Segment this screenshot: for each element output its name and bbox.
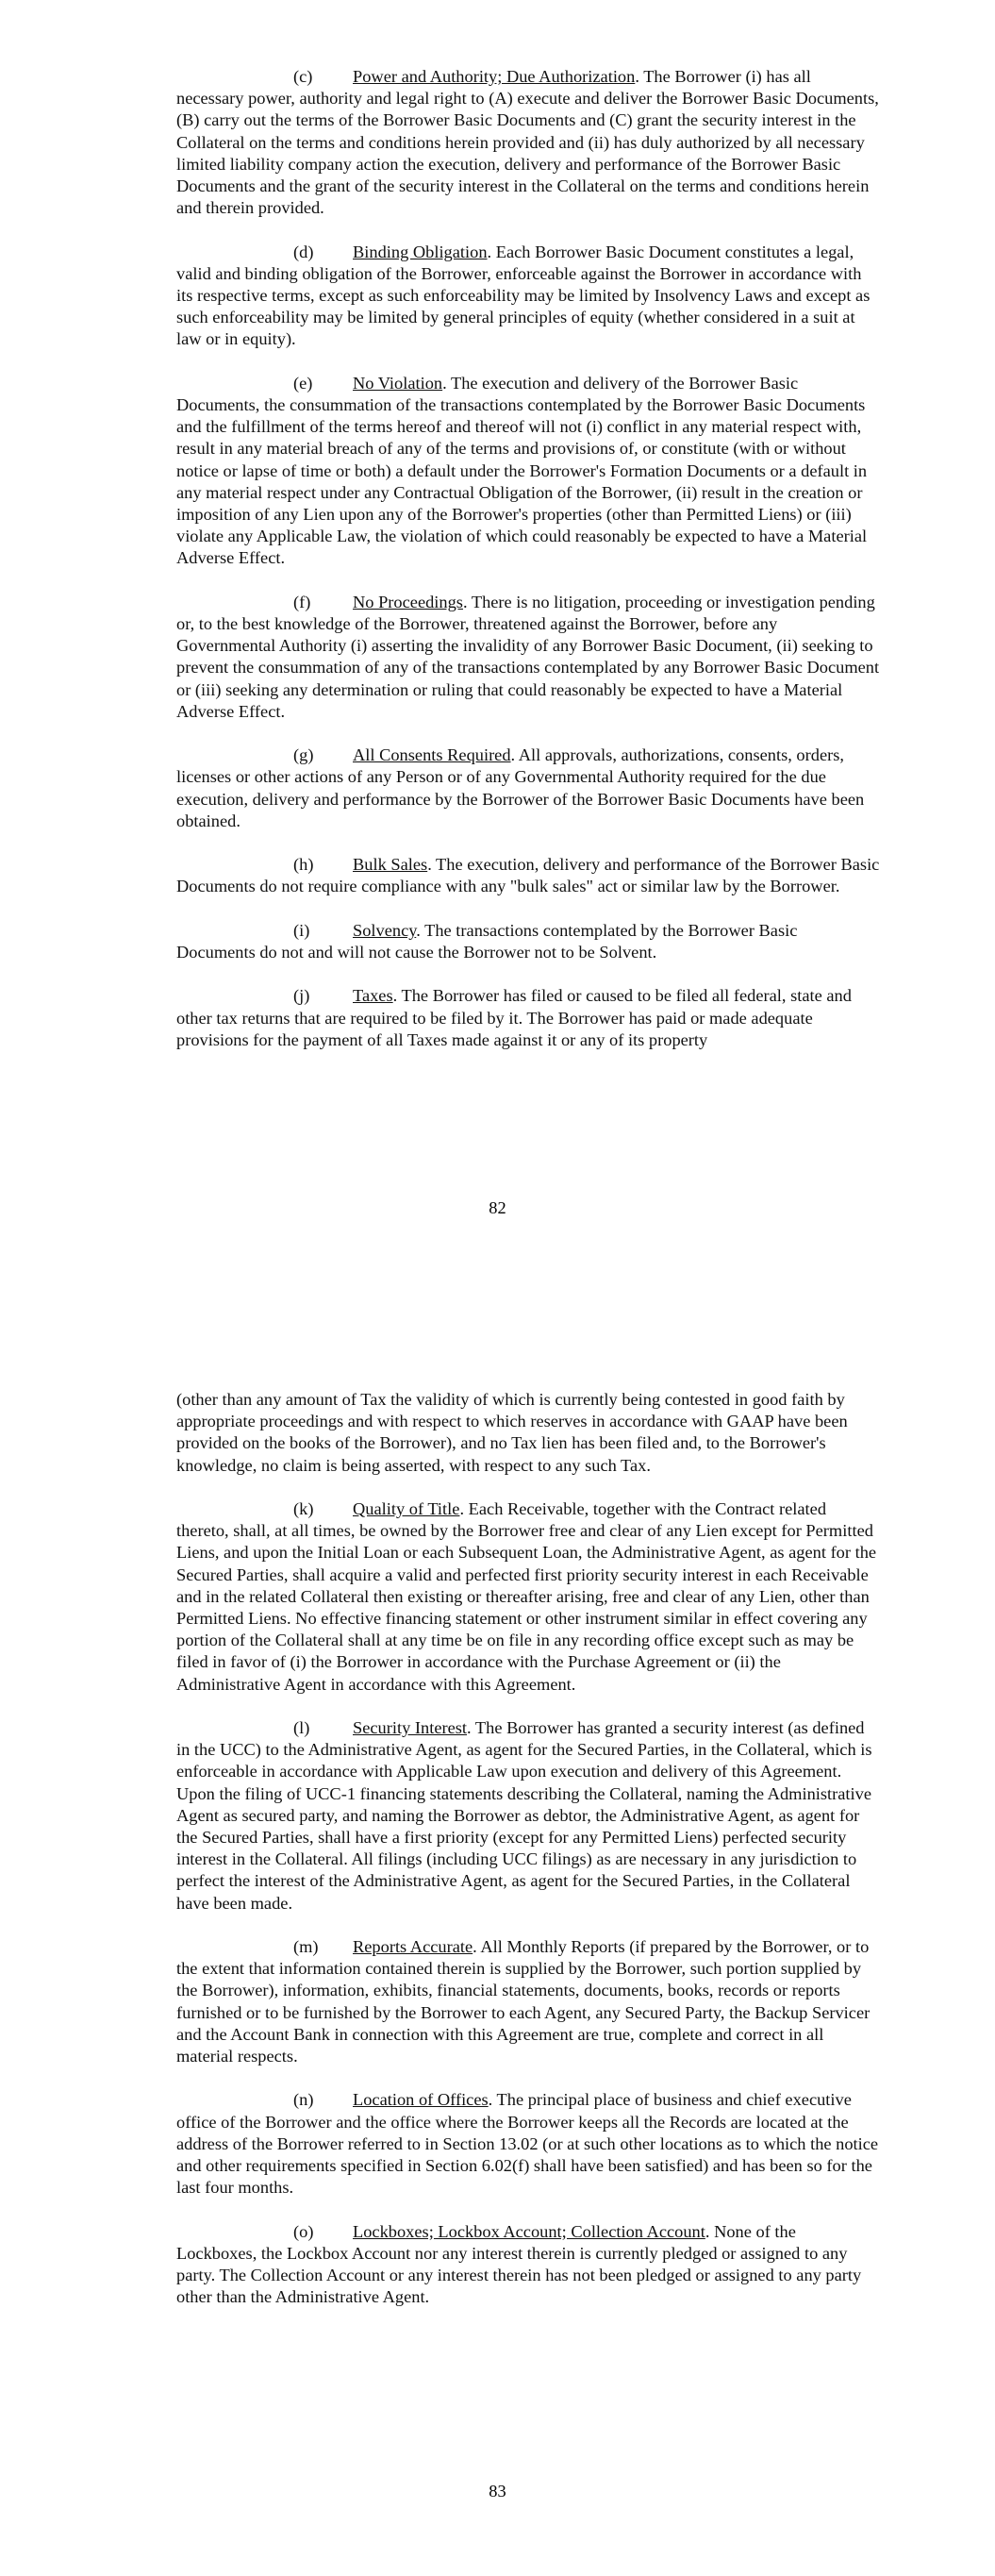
section-label: (m): [293, 1937, 319, 1957]
section-n: [176, 2089, 880, 2199]
section-title: Security Interest: [353, 1718, 468, 1738]
section-j: [176, 985, 880, 1051]
section-text: . The Borrower has granted a security interest (as defined in the UCC) to the Administrative Agent, as agent for the Secured Parties, in the Collateral, which is enforceable in accordance with Applicable Law upon execution and delivery of this Agreement. Upon the filing of UCC-1 financing statements describing the Collateral, naming the Administrative Agent as secured party, and naming the Borrower as debtor, the Administrative Agent, as agent for the Secured Parties, shall have a first priority (except for any Permitted Liens) perfected security interest in the Collateral. All filings (including UCC filings) as are necessary in any jurisdiction to perfect the interest of the Administrative Agent, as agent for the Secured Parties, in the Collateral have been made.: [176, 1718, 872, 1913]
section-g: [176, 744, 880, 832]
section-title: Power and Authority; Due Authorization: [353, 67, 636, 86]
page-82-body: [176, 66, 880, 1073]
section-title: Binding Obligation: [353, 242, 488, 261]
section-label: (l): [293, 1718, 310, 1738]
section-title: Location of Offices: [353, 2090, 489, 2110]
section-title: Bulk Sales: [353, 855, 428, 875]
section-title: All Consents Required: [353, 745, 511, 765]
section-title: Quality of Title: [353, 1499, 460, 1518]
page-number: 82: [489, 1198, 506, 1217]
section-f: [176, 592, 880, 723]
section-label: (i): [293, 920, 310, 940]
section-title: Reports Accurate: [353, 1937, 473, 1957]
section-label: (f): [293, 592, 311, 611]
section-title: No Violation: [353, 373, 443, 393]
section-title: Solvency: [353, 920, 417, 940]
section-text: . The principal place of business and chief executive office of the Borrower and the office where the Borrower keeps all the Records are located at the address of the Borrower referred to in Section 13.02 (or at such other locations as to which the notice and other requirements specified in Section 6.02(f) shall have been satisfied) and has been so for the last four months.: [176, 2090, 879, 2198]
section-text: . Each Borrower Basic Document constitutes a legal, valid and binding obligation of the Borrower, enforceable against the Borrower in accordance with its respective terms, except as such enforceability may be limited by Insolvency Laws and except as such enforceability may be limited by general principles of equity (whether considered in a suit at law or in equity).: [176, 242, 871, 349]
section-label: (n): [293, 2090, 314, 2110]
section-i: [176, 920, 880, 963]
section-o: [176, 2221, 880, 2309]
section-m: [176, 1936, 880, 2067]
section-title: Lockboxes; Lockbox Account; Collection Account: [353, 2221, 705, 2241]
section-text: . Each Receivable, together with the Contract related thereto, shall, at all times, be owned by the Borrower free and clear of any Lien except for Permitted Liens, and upon the Initial Loan or each Subsequent Loan, the Administrative Agent, as agent for the Secured Parties, shall acquire a valid and perfected first priority security interest in each Receivable and in the related Collateral then existing or thereafter arising, free and clear of any Lien, other than Permitted Liens. No effective financing statement or other instrument similar in effect covering any portion of the Collateral shall at any time be on file in any recording office except such as may be filed in favor of (i) the Borrower in accordance with the Purchase Agreement or (ii) the Administrative Agent in accordance with this Agreement.: [176, 1499, 877, 1694]
section-k: [176, 1498, 880, 1696]
section-h: [176, 854, 880, 897]
section-text: . All approvals, authorizations, consents, orders, licenses or other actions of any Person or of any Governmental Authority required for the due execution, delivery and performance by the Borrower of the Borrower Basic Documents have been obtained.: [176, 745, 865, 830]
section-label: (e): [293, 373, 313, 393]
section-title: Taxes: [353, 986, 393, 1006]
section-label: (o): [293, 2221, 314, 2241]
section-label: (g): [293, 745, 314, 765]
section-text: . The Borrower has filed or caused to be filed all federal, state and other tax returns that are required to be filed by it. The Borrower has paid or made adequate provisions for the payment of all Taxes made against it or any of its property: [176, 986, 852, 1049]
section-label: (j): [293, 986, 310, 1006]
section-text: . All Monthly Reports (if prepared by the Borrower, or to the extent that information contained therein is supplied by the Borrower, such portion supplied by the Borrower), information, exhibits, financial statements, documents, books, records or reports furnished or to be furnished by the Borrower to each Agent, any Secured Party, the Backup Servicer and the Account Bank in connection with this Agreement are true, complete and correct in all material respects.: [176, 1937, 871, 2066]
page-number: 83: [489, 2482, 506, 2501]
section-e: [176, 373, 880, 570]
section-label: (h): [293, 855, 314, 875]
section-title: No Proceedings: [353, 592, 463, 611]
section-text: . There is no litigation, proceeding or investigation pending or, to the best knowledge of the Borrower, threatened against the Borrower, before any Governmental Authority (i) asserting the invalidity of any Borrower Basic Document, (ii) seeking to prevent the consummation of any of the transactions contemplated by any Borrower Basic Document or (iii) seeking any determination or ruling that could reasonably be expected to have a Material Adverse Effect.: [176, 592, 880, 721]
section-label: (c): [293, 67, 313, 86]
section-c: [176, 66, 880, 219]
section-text: . The execution, delivery and performance of the Borrower Basic Documents do not require compliance with any "bulk sales" act or similar law by the Borrower.: [176, 855, 880, 896]
section-text: . None of the Lockboxes, the Lockbox Account nor any interest therein is currently pledged or assigned to any party. The Collection Account or any interest therein has not been pledged or assigned to any party other than the Administrative Agent.: [176, 2221, 862, 2307]
section-text: . The Borrower (i) has all necessary power, authority and legal right to (A) execute and deliver the Borrower Basic Documents, (B) carry out the terms of the Borrower Basic Documents and (C) grant the security interest in the Collateral on the terms and conditions herein provided and (ii) has duly authorized by all necessary limited liability company action the execution, delivery and performance of the Borrower Basic Documents and the grant of the security interest in the Collateral on the terms and conditions herein and therein provided.: [176, 67, 879, 218]
section-d: [176, 242, 880, 351]
section-text: . The execution and delivery of the Borrower Basic Documents, the consummation of the transactions contemplated by the Borrower Basic Documents and the fulfillment of the terms hereof and thereof will not (i) conflict in any material respect with, result in any material breach of any of the terms and provisions of, or constitute (with or without notice or lapse of time or both) a default under the Borrower's Formation Documents or a default in any material respect under any Contractual Obligation of the Borrower, (ii) result in the creation or imposition of any Lien upon any of the Borrower's properties (other than Permitted Liens) or (iii) violate any Applicable Law, the violation of which could reasonably be expected to have a Material Adverse Effect.: [176, 373, 868, 568]
section-label: (k): [293, 1499, 314, 1518]
page-83-body: [176, 1389, 880, 2331]
section-l: [176, 1717, 880, 1915]
page-83: [0, 1389, 995, 2576]
section-text: . The transactions contemplated by the Borrower Basic Documents do not and will not cause the Borrower not to be Solvent.: [176, 920, 798, 962]
page-82: [0, 66, 995, 1227]
continuation-paragraph: (other than any amount of Tax the validity of which is currently being contested in good faith by appropriate proceedings and with respect to which reserves in accordance with GAAP have been provided on the books of the Borrower), and no Tax lien has been filed and, to the Borrower's knowledge, no claim is being asserted, with respect to any such Tax.: [176, 1390, 848, 1475]
section-label: (d): [293, 242, 314, 261]
